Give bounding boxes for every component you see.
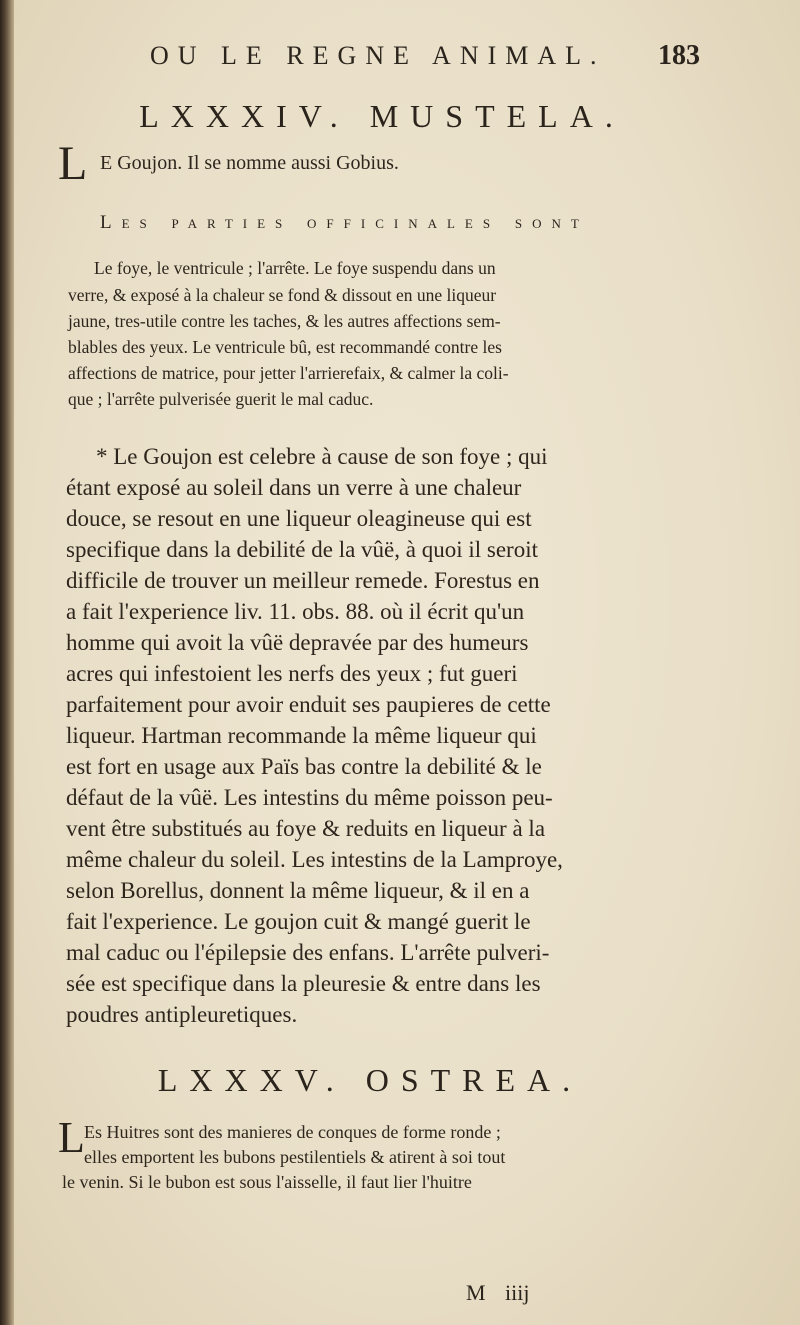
text-line: selon Borellus, donnent la même liqueur, & il en a — [66, 878, 530, 903]
text-line: difficile de trouver un meilleur remede. Forestus en — [66, 568, 540, 593]
running-head — [150, 40, 700, 72]
text-line: est fort en usage aux Païs bas contre la debilité & le — [66, 754, 542, 779]
text-line: homme qui avoit la vûë depravée par des humeurs — [66, 630, 529, 655]
signature-mark: M iiij — [466, 1280, 530, 1305]
text-line: vent être substitués au foye & reduits en liqueur à la — [66, 816, 546, 841]
section-heading-ostrea: LXXXV. OSTREA. — [157, 1062, 583, 1098]
text-line: parfaitement pour avoir enduit ses paupieres de cette — [66, 692, 551, 717]
text-line: même chaleur du soleil. Les intestins de la Lamproye, — [66, 847, 563, 872]
text-line: jaune, tres-utile contre les taches, & les autres affections sem- — [68, 311, 501, 331]
text-line: verre, & exposé à la chaleur se fond & dissout en une liqueur — [68, 285, 497, 305]
text-line: poudres antipleuretiques. — [66, 1002, 298, 1027]
text-line: sée est specifique dans la pleuresie & entre dans les — [66, 971, 541, 996]
subheading-officinal-parts: Les parties officinales sont — [100, 212, 589, 233]
text-line: a fait l'experience liv. 11. obs. 88. où il écrit qu'un — [66, 599, 525, 624]
text-line: acres qui infestoient les nerfs des yeux ; fut gueri — [66, 661, 518, 686]
text-line: que ; l'arrête pulverisée guerit le mal caduc. — [68, 389, 374, 409]
text-line: Le foye, le ventricule ; l'arrête. Le foye suspendu dans un — [94, 258, 496, 278]
text-line: douce, se resout en une liqueur oleagineuse qui est — [66, 506, 532, 531]
text-line: mal caduc ou l'épilepsie des enfans. L'arrête pulveri- — [66, 940, 550, 965]
text-line: Es Huitres sont des manieres de conques de forme ronde ; — [84, 1122, 501, 1142]
running-head-title: OU LE REGNE ANIMAL. — [150, 41, 606, 70]
text-line: fait l'experience. Le goujon cuit & mangé guerit le — [66, 909, 531, 934]
text-line: affections de matrice, pour jetter l'arrierefaix, & calmer la coli- — [68, 363, 509, 383]
intro-line: E Goujon. Il se nomme aussi Gobius. — [100, 152, 399, 174]
book-binding-edge — [0, 0, 14, 1325]
drop-capital: L — [58, 137, 88, 190]
page-number: 183 — [658, 40, 700, 71]
text-line: étant exposé au soleil dans un verre à une chaleur — [66, 475, 522, 500]
section-heading-mustela: LXXXIV. MUSTELA. — [139, 98, 625, 134]
text-line: specifique dans la debilité de la vûë, à quoi il seroit — [66, 537, 538, 562]
drop-capital: L — [58, 1113, 85, 1162]
text-line: * Le Goujon est celebre à cause de son foye ; qui — [96, 444, 548, 469]
text-line: liqueur. Hartman recommande la même liqueur qui — [66, 723, 537, 748]
text-line: blables des yeux. Le ventricule bû, est recommandé contre les — [68, 337, 502, 357]
text-line: elles emportent les bubons pestilentiels & atirent à soi tout — [84, 1147, 506, 1167]
text-line: le venin. Si le bubon est sous l'aisselle, il faut lier l'huitre — [62, 1172, 472, 1192]
text-line: défaut de la vûë. Les intestins du même poisson peu- — [66, 785, 553, 810]
